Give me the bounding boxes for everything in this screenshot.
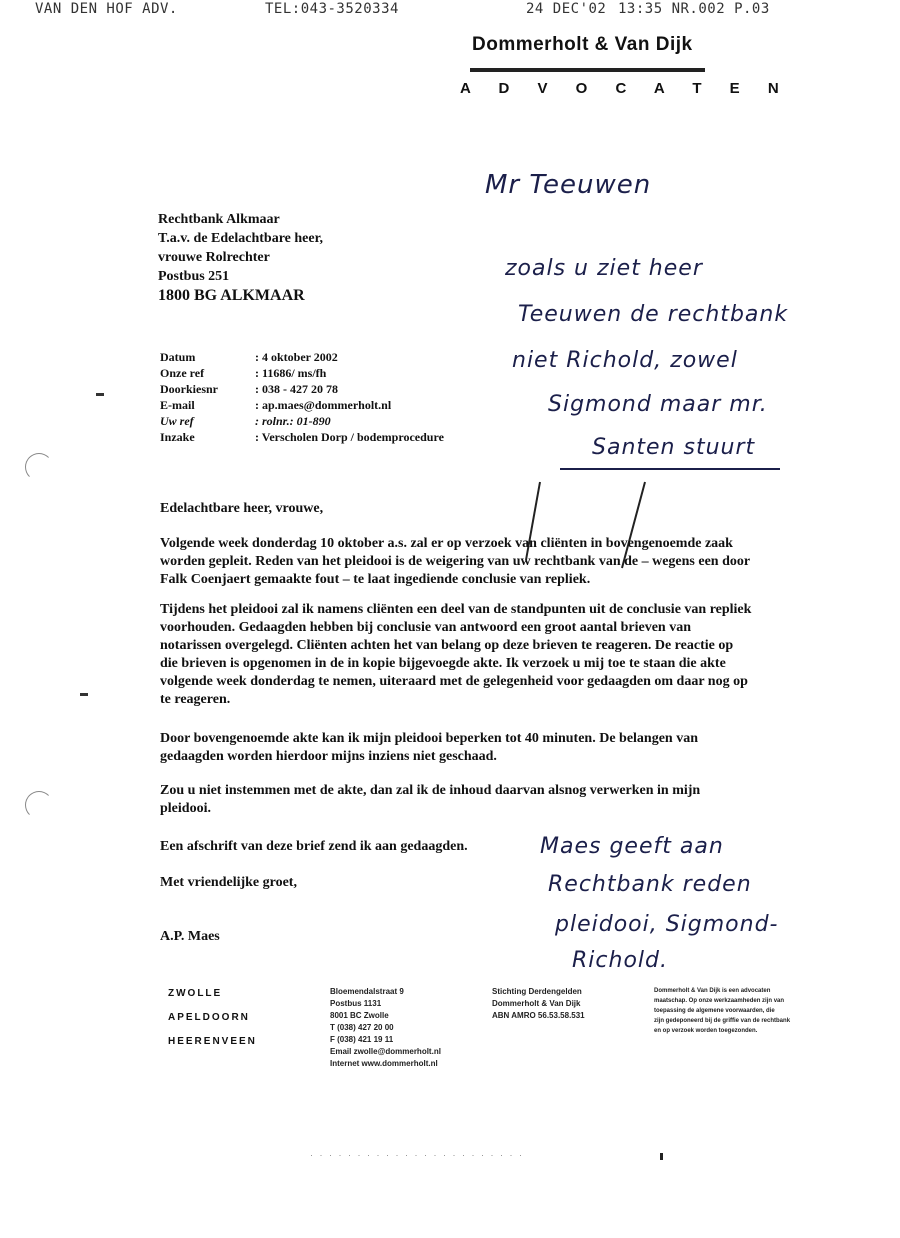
meta-row-email	[160, 396, 490, 412]
addressee-line: vrouwe Rolrechter	[158, 250, 270, 265]
footer-city: APELDOORN	[168, 1012, 250, 1023]
footer-address	[330, 986, 470, 1070]
letter-signature: A.P. Maes	[160, 929, 220, 944]
footer-address-line: 8001 BC Zwolle	[330, 1011, 389, 1020]
fax-time-page: 13:35 NR.002 P.03	[618, 1, 770, 17]
bottom-mark	[660, 1153, 663, 1160]
meta-row-subject	[160, 428, 490, 444]
footer-terms-line: maatschap. Op onze werkzaamheden zijn van	[654, 998, 785, 1004]
meta-row-date	[160, 348, 490, 364]
addressee-line: Postbus 251	[158, 269, 230, 284]
handwritten-note-line: Teeuwen de rechtbank	[518, 302, 789, 327]
fax-date: 24 DEC'02	[526, 1, 607, 17]
meta-label: Doorkiesnr	[160, 382, 218, 396]
fax-sender: VAN DEN HOF ADV.	[35, 1, 178, 17]
footer-foundation-line: Stichting Derdengelden	[492, 987, 582, 996]
footer-address-line: Postbus 1131	[330, 999, 382, 1008]
handwritten-note-line: Mr Teeuwen	[485, 170, 652, 200]
meta-row-ref	[160, 364, 490, 380]
punch-hole-mark	[25, 453, 53, 481]
handwritten-note-line: pleidooi, Sigmond-	[555, 912, 779, 937]
letter-paragraph: Zou u niet instemmen met de akte, dan zal ik de inhoud daarvan alsnog verwerken in mijn pleidooi.	[160, 783, 701, 816]
letter-salutation: Edelachtbare heer, vrouwe,	[160, 501, 324, 516]
firm-tagline: A D V O C A T E N	[460, 80, 791, 97]
firm-name: Dommerholt & Van Dijk	[472, 34, 693, 55]
footer-terms-line: en op verzoek worden toegezonden.	[654, 1028, 758, 1034]
footer-cities	[168, 982, 308, 1054]
footer-foundation-line: ABN AMRO 56.53.58.531	[492, 1011, 585, 1020]
meta-label: E-mail	[160, 398, 195, 412]
footer-address-line: T (038) 427 20 00	[330, 1023, 394, 1032]
footer-city: HEERENVEEN	[168, 1036, 257, 1047]
handwritten-note-line: niet Richold, zowel	[512, 348, 738, 373]
meta-row-phone	[160, 380, 490, 396]
footer-address-line: Email zwolle@dommerholt.nl	[330, 1047, 441, 1056]
handwritten-note-line: Richold.	[572, 948, 668, 973]
meta-label: Uw ref	[160, 414, 194, 428]
meta-value: : 11686/ ms/fh	[255, 366, 327, 380]
handwritten-note-line: Maes geeft aan	[540, 834, 724, 859]
footer-city: ZWOLLE	[168, 988, 223, 999]
handwritten-note-line: Santen stuurt	[592, 435, 756, 460]
footer-address-line: Internet www.dommerholt.nl	[330, 1059, 438, 1068]
addressee-block	[158, 210, 458, 305]
letter-paragraph: Door bovengenoemde akte kan ik mijn pleidooi beperken tot 40 minuten. De belangen van gedaagden worden hierdoor mijns inziens niet geschaad.	[160, 731, 698, 764]
meta-value: : Verscholen Dorp / bodemprocedure	[255, 430, 444, 444]
footer-address-line: Bloemendalstraat 9	[330, 987, 404, 996]
handwritten-underline	[560, 468, 780, 470]
footer-address-line: F (038) 421 19 11	[330, 1035, 394, 1044]
letter-meta	[160, 348, 490, 444]
punch-hole-mark	[25, 791, 53, 819]
meta-row-your-ref	[160, 412, 490, 428]
letterhead-rule	[470, 68, 705, 72]
handwritten-note-line: Rechtbank reden	[548, 872, 752, 897]
footer-foundation-line: Dommerholt & Van Dijk	[492, 999, 581, 1008]
letter-paragraph: Tijdens het pleidooi zal ik namens cliënten een deel van de standpunten uit de conclusie van repliek voorhouden. Gedaagden hebben bij conclusie van antwoord een groot aantal brieven van notarissen overgelegd. Cliënten achten het van belang op deze brieven te reageren. De reactie op die brieven is opgenomen in de in kopie bijgevoegde akte. Ik verzoek u mij toe te staan die akte volgende week donderdag te nemen, uiteraard met de gelegenheid voor gedaagden om daar nog op te reageren.	[160, 602, 752, 707]
handwritten-note-line: zoals u ziet heer	[505, 256, 703, 281]
meta-value: : 038 - 427 20 78	[255, 382, 338, 396]
letter-paragraph: Volgende week donderdag 10 oktober a.s. zal er op verzoek van cliënten in bovengenoemde zaak worden gepleit. Reden van het pleidooi is de weigering van uw rechtbank van de – wegens een door Falk Coenjaert gemaakte fout – te laat ingediende conclusie van repliek.	[160, 536, 750, 587]
footer-terms	[654, 986, 809, 1036]
addressee-line: 1800 BG ALKMAAR	[158, 287, 305, 304]
footer-terms-line: Dommerholt & Van Dijk is een advocaten	[654, 988, 771, 994]
letter-paragraph: Een afschrift van deze brief zend ik aan gedaagden.	[160, 839, 468, 854]
meta-value: : rolnr.: 01-890	[255, 414, 331, 428]
bottom-strip: · · · · · · · · · · · · · · · · · · · · · · ·	[310, 1150, 524, 1160]
footer-terms-line: toepassing de algemene voorwaarden, die	[654, 1008, 775, 1014]
margin-mark	[80, 693, 88, 696]
margin-mark	[96, 393, 104, 396]
meta-label: Onze ref	[160, 366, 205, 380]
handwritten-note-line: Sigmond maar mr.	[548, 392, 768, 417]
letter-closing: Met vriendelijke groet,	[160, 875, 297, 890]
meta-value: : ap.maes@dommerholt.nl	[255, 398, 392, 412]
addressee-line: Rechtbank Alkmaar	[158, 212, 280, 227]
meta-label: Datum	[160, 350, 196, 364]
fax-tel: TEL:043-3520334	[265, 1, 399, 17]
footer-foundation	[492, 986, 632, 1022]
addressee-line: T.a.v. de Edelachtbare heer,	[158, 231, 324, 246]
meta-value: : 4 oktober 2002	[255, 350, 338, 364]
meta-label: Inzake	[160, 430, 195, 444]
footer-terms-line: zijn gedeponeerd bij de griffie van de rechtbank	[654, 1018, 791, 1024]
